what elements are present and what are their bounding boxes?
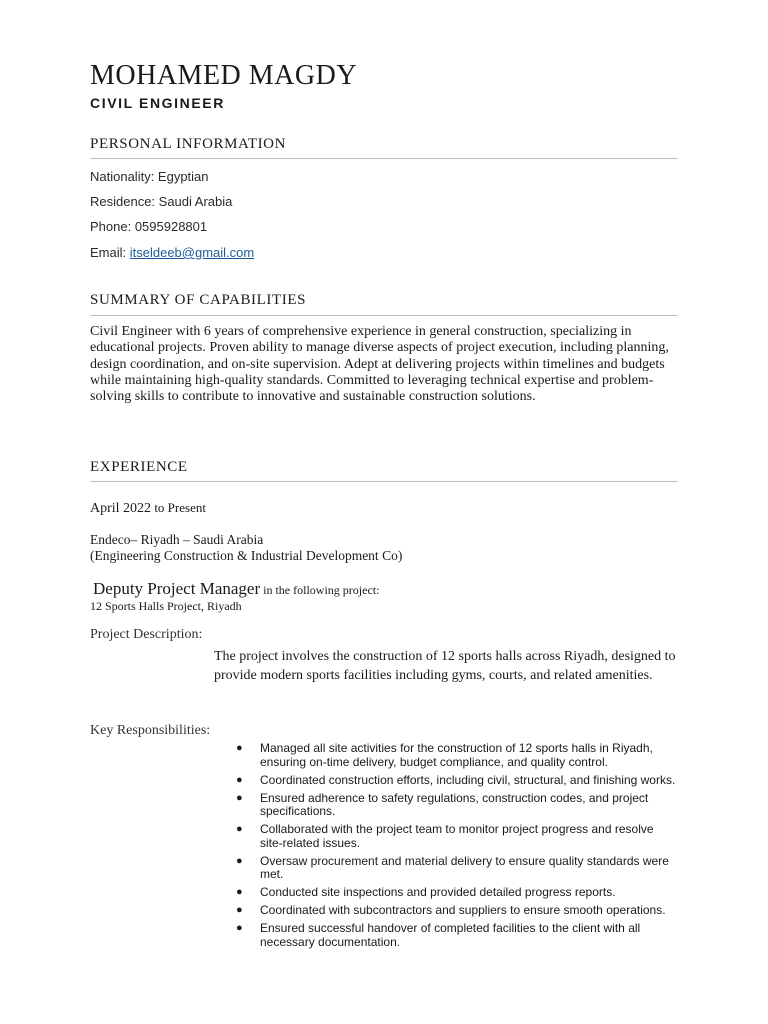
email-label: Email: bbox=[90, 245, 130, 260]
summary-text: Civil Engineer with 6 years of comprehensive experience in general construction, specializing in educational projects. Proven ability to manage diverse aspects of project execution, including planning, design coordination, and on-site supervision. Adept at delivering projects within timelines and budgets while maintaining high-quality standards. Committed to leveraging technical expertise and problem-solving skills to contribute to innovative and sustainable construction solutions. bbox=[90, 324, 669, 405]
nationality-field: Nationality: Egyptian bbox=[90, 169, 209, 184]
project-name: 12 Sports Halls Project, Riyadh bbox=[90, 599, 242, 613]
company-full-name: (Engineering Construction & Industrial Development Co) bbox=[90, 548, 403, 563]
project-description: The project involves the construction of 12 sports halls across Riyadh, designed to provide modern sports facilities including gyms, courts, and related amenities. bbox=[214, 649, 676, 683]
responsibility-text: Conducted site inspections and provided detailed progress reports. bbox=[260, 885, 616, 899]
email-link[interactable]: itseldeeb@gmail.com bbox=[129, 245, 255, 260]
responsibility-text: Oversaw procurement and material delivery to ensure quality standards were met. bbox=[260, 853, 669, 881]
job-role: Deputy Project Manager bbox=[93, 579, 261, 598]
period-start: April 2022 bbox=[90, 501, 152, 516]
section-divider bbox=[90, 158, 678, 159]
list-item bbox=[232, 823, 677, 850]
bullet-icon: ● bbox=[236, 854, 243, 867]
list-item bbox=[232, 886, 677, 900]
phone-field: Phone: 0595928801 bbox=[90, 219, 208, 234]
employment-period bbox=[90, 500, 206, 517]
responsibility-text: Coordinated construction efforts, including civil, structural, and finishing works. bbox=[260, 772, 676, 787]
responsibility-text: Managed all site activities for the construction of 12 sports halls in Riyadh, ensuring on-time delivery, budget compliance, and quality control. bbox=[260, 741, 653, 769]
email-field bbox=[90, 245, 254, 260]
responsibilities-list bbox=[232, 742, 677, 954]
responsibility-text: Collaborated with the project team to monitor project progress and resolve site-related issues. bbox=[260, 822, 654, 850]
bullet-icon: ● bbox=[236, 823, 243, 835]
list-item bbox=[232, 742, 677, 769]
summary-heading: SUMMARY OF CAPABILITIES bbox=[90, 292, 307, 308]
job-role-line bbox=[93, 579, 379, 599]
bullet-icon: ● bbox=[236, 742, 243, 754]
bullet-icon: ● bbox=[236, 791, 243, 804]
bullet-icon: ● bbox=[236, 904, 243, 916]
list-item bbox=[232, 792, 677, 819]
experience-heading: EXPERIENCE bbox=[90, 459, 188, 475]
project-description-label: Project Description: bbox=[90, 627, 203, 642]
key-responsibilities-label: Key Responsibilities: bbox=[90, 723, 211, 738]
bullet-icon: ● bbox=[236, 773, 243, 786]
section-divider bbox=[90, 481, 678, 482]
candidate-title: CIVIL ENGINEER bbox=[90, 95, 225, 111]
period-end: to Present bbox=[151, 500, 206, 515]
company-location: Endeco– Riyadh – Saudi Arabia bbox=[90, 532, 264, 547]
candidate-name: MOHAMED MAGDY bbox=[90, 60, 358, 91]
personal-information-heading: PERSONAL INFORMATION bbox=[90, 136, 287, 152]
responsibility-text: Coordinated with subcontractors and suppliers to ensure smooth operations. bbox=[260, 903, 666, 917]
responsibility-text: Ensured adherence to safety regulations, construction codes, and project specifications. bbox=[260, 790, 649, 818]
list-item bbox=[232, 922, 677, 949]
responsibility-text: Ensured successful handover of completed facilities to the client with all necessary documentation. bbox=[260, 921, 641, 949]
section-divider bbox=[90, 315, 678, 316]
residence-field: Residence: Saudi Arabia bbox=[90, 194, 233, 209]
bullet-icon: ● bbox=[236, 922, 243, 934]
list-item bbox=[232, 855, 677, 882]
list-item bbox=[232, 904, 677, 918]
bullet-icon: ● bbox=[236, 886, 243, 898]
job-role-suffix: in the following project: bbox=[260, 583, 380, 597]
list-item bbox=[232, 774, 677, 788]
